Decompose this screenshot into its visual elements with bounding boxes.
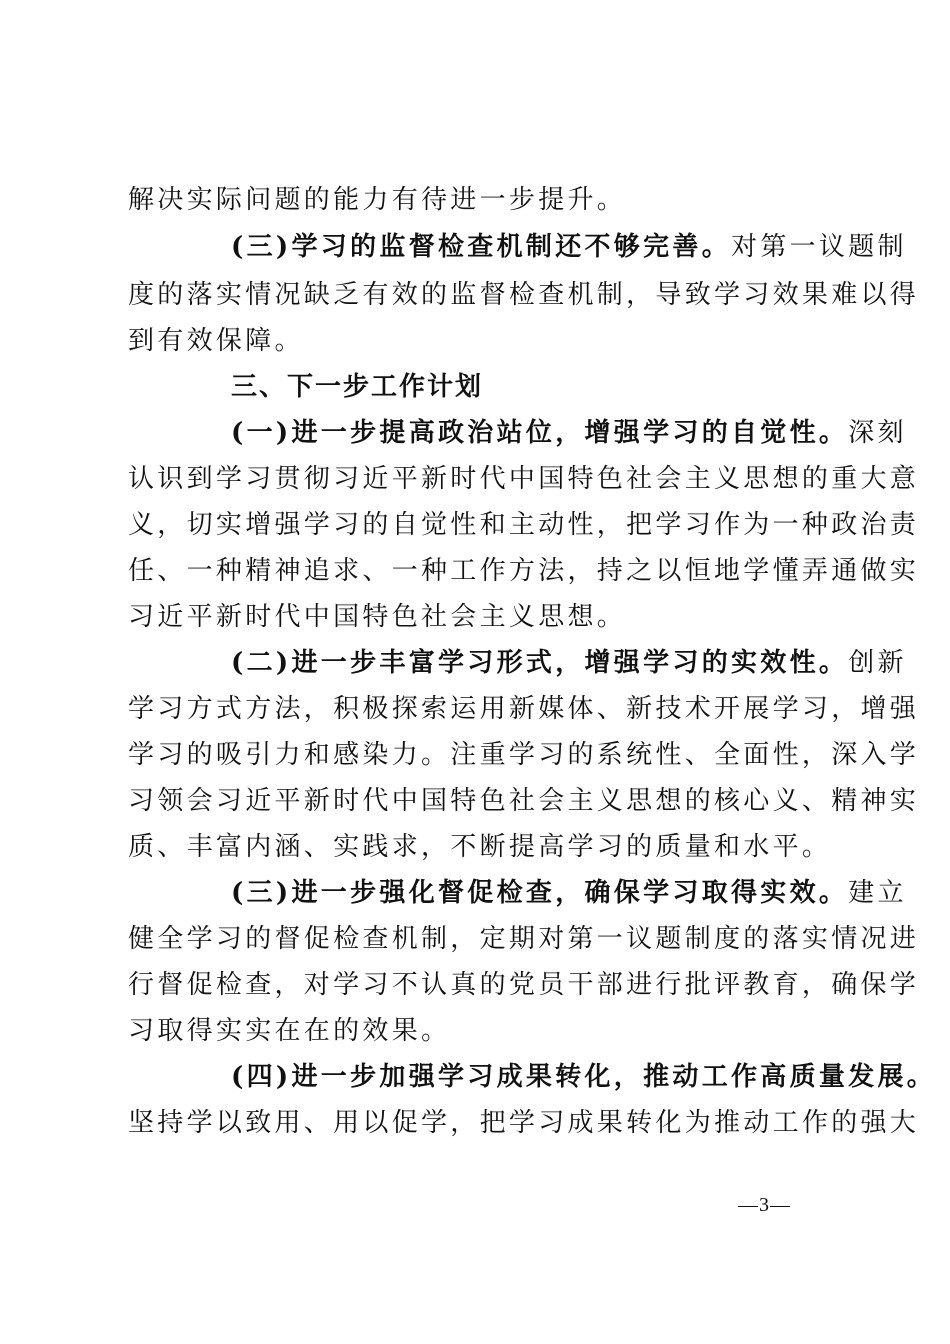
section-2-item-3-line-1: [231, 232, 907, 262]
page-number: —3—: [738, 1194, 791, 1216]
body-text-fragment: 对第一议题制: [731, 232, 907, 262]
body-text-line: 任、一种精神追求、一种工作方法，持之以恒地学懂弄通做实: [128, 556, 920, 586]
body-text-line: 到有效保障。: [128, 326, 304, 356]
plan-item-1-heading: (一)进一步提高政治站位，增强学习的自觉性。: [231, 418, 849, 448]
plan-item-4-heading: (四)进一步加强学习成果转化，推动工作高质量发展。: [231, 1062, 937, 1092]
body-text-line: 行督促检查，对学习不认真的党员干部进行批评教育，确保学: [128, 970, 920, 1000]
body-text-fragment: 建立: [848, 878, 907, 908]
body-text-line: 解决实际问题的能力有待进一步提升。: [128, 185, 627, 215]
body-text-line: 义，切实增强学习的自觉性和主动性，把学习作为一种政治责: [128, 510, 920, 540]
plan-item-3-heading: (三)进一步强化督促检查，确保学习取得实效。: [231, 878, 849, 908]
body-text-line: 健全学习的督促检查机制，定期对第一议题制度的落实情况进: [128, 924, 920, 954]
section-2-item-3-heading: (三)学习的监督检查机制还不够完善。: [231, 232, 732, 262]
body-text-line: 学习的吸引力和感染力。注重学习的系统性、全面性，深入学: [128, 740, 920, 770]
plan-item-2-heading: (二)进一步丰富学习形式，增强学习的实效性。: [231, 648, 849, 678]
body-text-line: 坚持学以致用、用以促学，把学习成果转化为推动工作的强大: [128, 1108, 920, 1138]
body-text-line: 质、丰富内涵、实践求，不断提高学习的质量和水平。: [128, 832, 832, 862]
body-text-fragment: 深刻: [848, 418, 907, 448]
body-text-fragment: 创新: [848, 648, 907, 678]
body-text-line: 认识到学习贯彻习近平新时代中国特色社会主义思想的重大意: [128, 464, 920, 494]
plan-item-2-line-1: [231, 648, 907, 678]
plan-item-4-line-1: [231, 1062, 936, 1092]
section-3-title: 三、下一步工作计划: [231, 372, 484, 402]
plan-item-1-line-1: [231, 418, 907, 448]
body-text-line: 度的落实情况缺乏有效的监督检查机制，导致学习效果难以得: [128, 280, 920, 310]
plan-item-3-line-1: [231, 878, 907, 908]
body-text-line: 习取得实实在在的效果。: [128, 1016, 451, 1046]
body-text-line: 习领会习近平新时代中国特色社会主义思想的核心义、精神实: [128, 786, 920, 816]
body-text-line: 学习方式方法，积极探索运用新媒体、新技术开展学习，增强: [128, 694, 920, 724]
body-text-line: 习近平新时代中国特色社会主义思想。: [128, 602, 627, 632]
